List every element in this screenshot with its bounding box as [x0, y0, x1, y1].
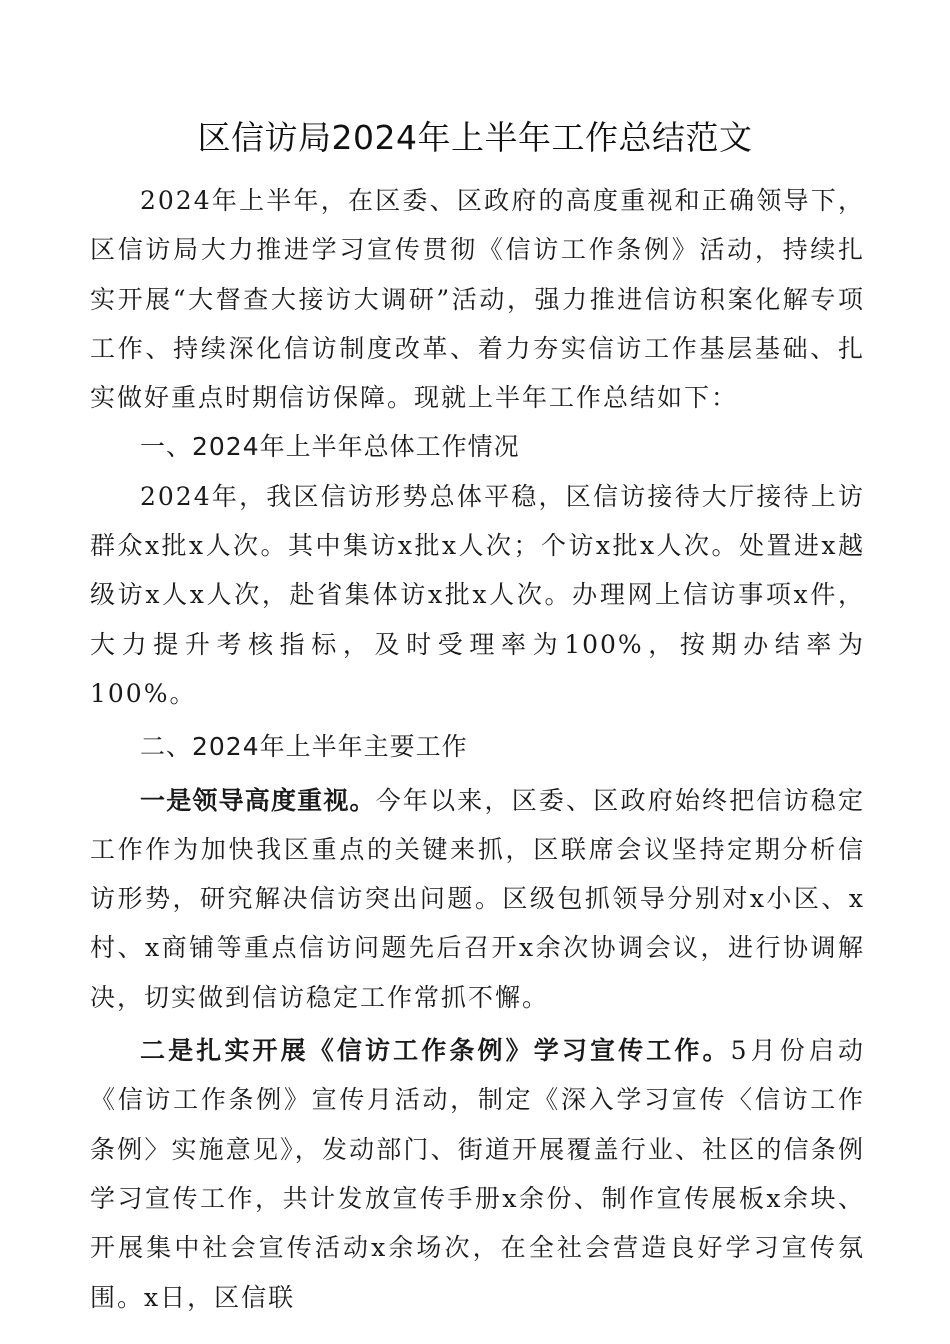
- heading-text: 一、2024年上半年总体工作情况: [140, 432, 520, 462]
- paragraph-text: 5月份启动《信访工作条例》宣传月活动，制定《深入学习宣传〈信访工作条例〉实施意见》，发动部门、街道开展覆盖行业、社区的信条例学习宣传工作，共计发放宣传手册x余份、制作宣传展板x余块、开展集中社会宣传活动x余场次，在全社会营造良好学习宣传氛围。x日，区信联: [90, 1036, 865, 1312]
- document-body: [90, 176, 865, 1322]
- intro-paragraph: [90, 176, 865, 422]
- leadership-paragraph: [90, 776, 865, 1022]
- section-heading-overall: [90, 422, 865, 471]
- section-heading-main-work: [90, 722, 865, 771]
- paragraph-text: 2024年，我区信访形势总体平稳，区信访接待大厅接待上访群众x批x人次。其中集访x批x人次；个访x批x人次。处置进x越级访x人x人次，赴省集体访x批x人次。办理网上信访事项x件，大力提升考核指标，及时受理率为100%，按期办结率为100%。: [90, 481, 865, 708]
- paragraph-text: 今年以来，区委、区政府始终把信访稳定工作作为加快我区重点的关键来抓，区联席会议坚持定期分析信访形势，研究解决信访突出问题。区级包抓领导分别对x小区、x村、x商铺等重点信访问题先后召开x余次协调会议，进行协调解决，切实做到信访稳定工作常抓不懈。: [90, 785, 865, 1012]
- heading-text: 二、2024年上半年主要工作: [140, 732, 468, 762]
- overall-situation-paragraph: [90, 472, 865, 718]
- paragraph-lead: 二是扎实开展《信访工作条例》学习宣传工作。: [140, 1036, 731, 1066]
- paragraph-lead: 一是领导高度重视。: [140, 785, 376, 815]
- regulation-study-paragraph: [90, 1026, 865, 1322]
- document-title: 区信访局2024年上半年工作总结范文: [197, 118, 753, 157]
- paragraph-text: 2024年上半年，在区委、区政府的高度重视和正确领导下，区信访局大力推进学习宣传贯彻《信访工作条例》活动，持续扎实开展“大督查大接访大调研”活动，强力推进信访积案化解专项工作、持续深化信访制度改革、着力夯实信访工作基层基础、扎实做好重点时期信访保障。现就上半年工作总结如下：: [90, 186, 865, 413]
